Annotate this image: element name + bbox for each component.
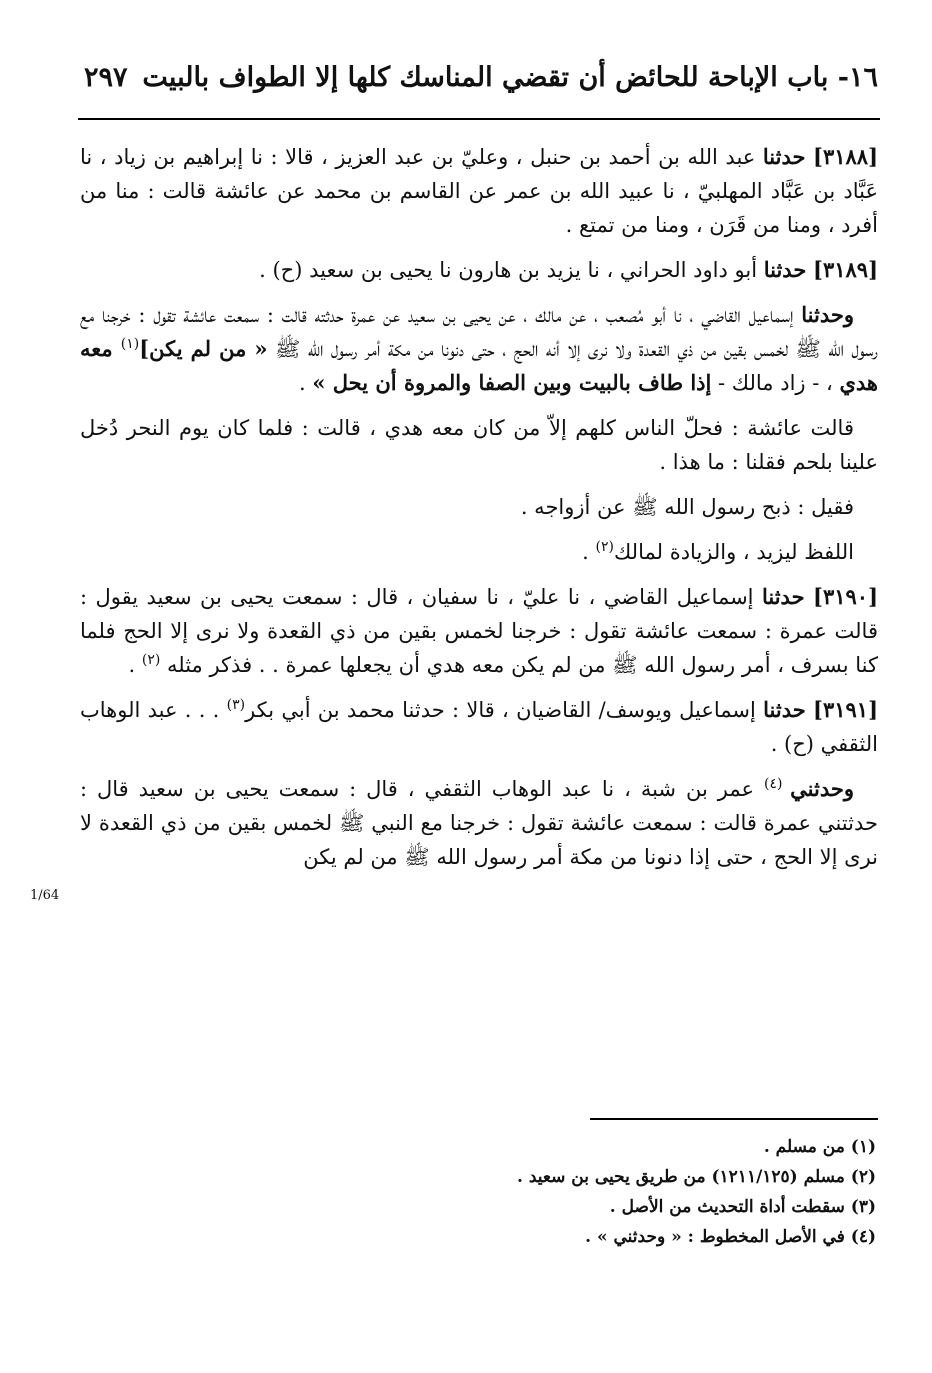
footnote-rule [590, 1118, 878, 1120]
hadith-number: [٣١٩١] [813, 697, 878, 722]
hadith-paragraph [80, 772, 878, 874]
footnote: (٢) مسلم (١٢١١/١٢٥) من طريق يحيى بن سعيد . [517, 1167, 876, 1187]
hadith-text: أبو داود الحراني ، نا يزيد بن هارون نا يحيى بن سعيد (ح) . [259, 258, 764, 282]
hadith-text: . [582, 540, 596, 564]
hadith-lead: حدثنا [761, 584, 805, 609]
hadith-text: . . . عبد الوهاب الثقفي (ح) . [80, 698, 878, 756]
hadith-text: . [128, 653, 142, 677]
footnote: (٣) سقطت أداة التحديث من الأصل . [609, 1197, 876, 1217]
hadith-bold-text: إذا طاف بالبيت وبين الصفا والمروة أن يحل » [312, 370, 712, 395]
footnote: (٤) في الأصل المخطوط : « وحدثني » . [585, 1227, 876, 1247]
hadith-paragraph [80, 253, 878, 287]
hadith-lead: حدثنا [763, 697, 806, 722]
hadith-lead: وحدثنا [801, 302, 854, 327]
hadith-paragraph [80, 411, 878, 479]
hadith-number: [٣١٩٠] [813, 584, 878, 609]
footnote-ref: (١) [120, 336, 140, 352]
hadith-lead: حدثنا [762, 144, 806, 169]
hadith-paragraph [80, 693, 878, 761]
hadith-text: قالت عائشة : فحلّ الناس كلهم إلاّ من كان معه هدي ، قالت : فلما كان يوم النحر دُخل علينا بلحم فقلنا : ما هذا . [80, 416, 878, 474]
footnote: (١) من مسلم . [763, 1137, 876, 1157]
hadith-paragraph [80, 140, 878, 242]
hadith-text: إسماعيل القاضي ، نا عليّ ، نا سفيان ، قال : سمعت يحيى بن سعيد يقول : قالت عمرة : سمعت عائشة تقول : خرجنا لخمس بقين من ذي القعدة ولا نرى إلا الحج فلما كنا بسرف ، أمر رسول الله ﷺ من لم يكن معه هدي أن يجعلها عمرة . . فذكر مثله [80, 585, 878, 677]
hadith-bold-text: « من لم يكن] [139, 336, 268, 361]
hadith-text: عبد الله بن أحمد بن حنبل ، وعليّ بن عبد العزيز ، قالا : نا إبراهيم بن زياد ، نا عَبَّاد بن عَبَّاد المهلبيّ ، نا عبيد الله بن عمر عن القاسم بن محمد عن عائشة قالت : منا من أفرد ، ومنا من قَرَن ، ومنا من تمتع . [80, 145, 878, 237]
hadith-text: إسماعيل ويوسف/ القاضيان ، قالا : حدثنا محمد بن أبي بكر [245, 698, 764, 722]
hadith-text: ، - زاد مالك - [711, 371, 840, 395]
hadith-text: عمر بن شبة ، نا عبد الوهاب الثقفي ، قال : سمعت يحيى بن سعيد قال : حدثتني عمرة قالت : سمعت عائشة تقول : خرجنا مع النبي ﷺ لخمس بقين من ذي القعدة لا نرى إلا الحج ، حتى إذا دنونا من مكة أمر رسول الله ﷺ من لم يكن [80, 777, 878, 869]
hadith-text: . [298, 371, 313, 395]
hadith-bold-text: معه هدي [80, 336, 878, 395]
hadith-paragraph [80, 580, 878, 682]
hadith-number: [٣١٨٩] [813, 257, 878, 282]
hadith-text: إسماعيل القاضي ، نا أبو مُصعب ، عن مالك ، عن يحيى بن سعيد عن عمرة حدثته قالت : سمعت عائشة تقول : خرجنا مع رسول الله ﷺ لخمس بقين من ذي القعدة ولا نرى إلا أنه الحج ، حتى دنونا من مكة أمر رسول الله ﷺ [80, 303, 878, 361]
hadith-text: اللفظ ليزيد ، والزيادة لمالك [613, 540, 854, 564]
footnotes [76, 1132, 876, 1252]
margin-folio-note: 1/64 [30, 888, 60, 903]
hadith-text: فقيل : ذبح رسول الله ﷺ عن أزواجه . [520, 495, 854, 519]
header-rule [78, 118, 880, 120]
running-header [78, 62, 878, 106]
footnote-ref: (٤) [763, 776, 791, 792]
hadith-lead: حدثنا [763, 257, 807, 282]
hadith-paragraph [80, 490, 878, 524]
footnote-ref: (٢) [595, 539, 614, 555]
footnote-ref: (٢) [141, 652, 161, 668]
hadith-paragraph [80, 298, 878, 400]
footnote-ref: (٣) [226, 697, 246, 713]
hadith-lead: وحدثني [790, 776, 854, 801]
hadith-number: [٣١٨٨] [813, 144, 878, 169]
main-text [80, 140, 878, 885]
hadith-paragraph [80, 535, 878, 569]
chapter-title: ١٦- باب الإباحة للحائض أن تقضي المناسك كلها إلا الطواف بالبيت [142, 62, 878, 93]
page-number: ٢٩٧ [84, 62, 128, 93]
